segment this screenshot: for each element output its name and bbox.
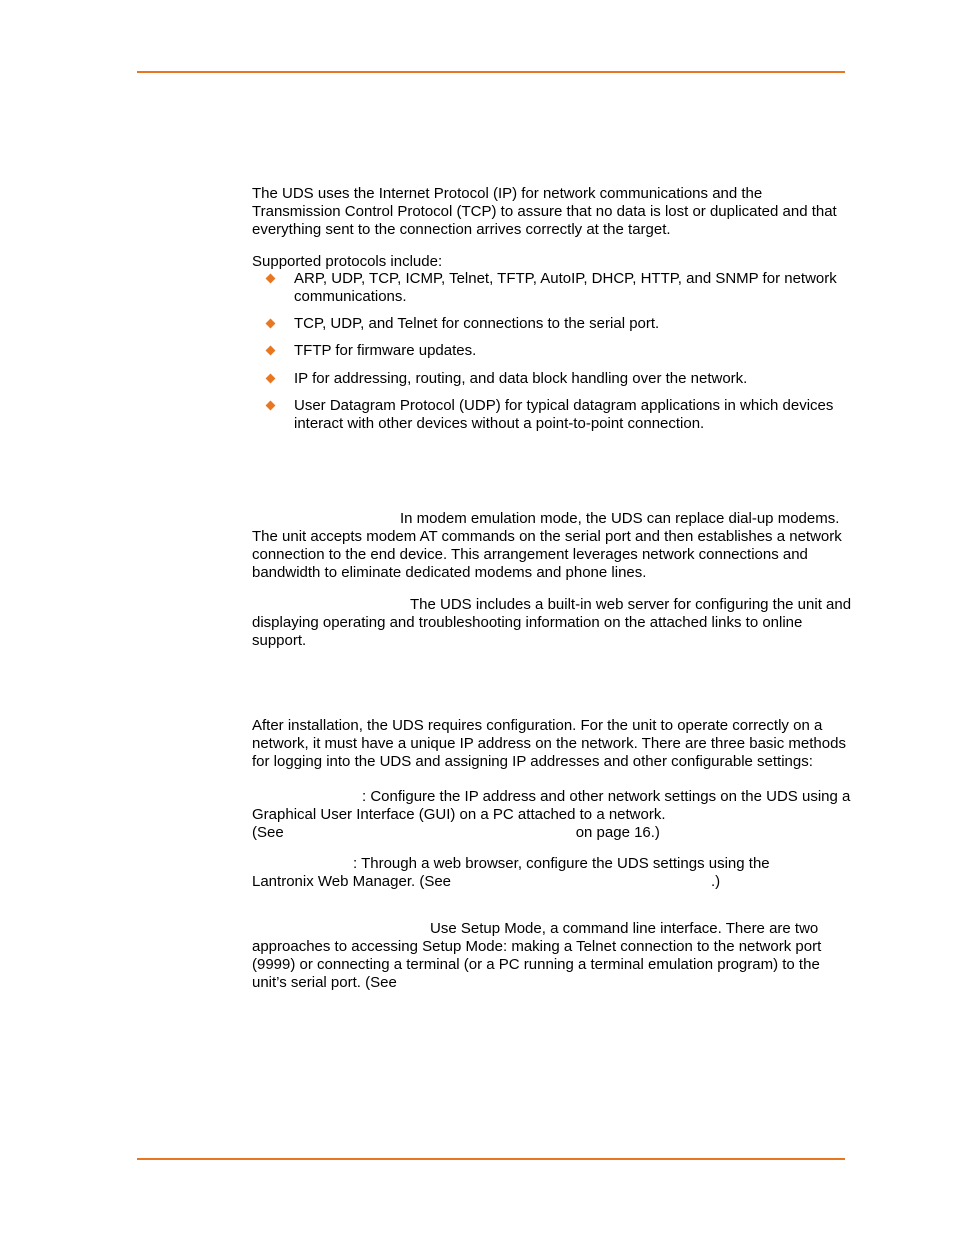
- footer-rule: [137, 1158, 845, 1160]
- diamond-bullet-icon: [266, 374, 276, 384]
- config-method-2: [252, 855, 852, 891]
- header-rule: [137, 71, 845, 73]
- config-method-1: [252, 788, 852, 842]
- config-method-2-desc: : Through a web browser, configure the UDS settings using the: [353, 855, 770, 872]
- config-method-2-ref: Lantronix Web Manager. (See .): [252, 873, 721, 890]
- config-method-3: Use Setup Mode, a command line interface. There are two approaches to accessing Setup Mode: making a Telnet connection to the network port (9999) or connecting a terminal (or a PC running a terminal emulation program) to the unit’s serial port. (See: [252, 920, 822, 991]
- diamond-bullet-icon: [266, 401, 276, 411]
- config-method-1-ref: (See on page 16.): [252, 824, 660, 841]
- configuration-intro: After installation, the UDS requires configuration. For the unit to operate correctly on a network, it must have a unique IP address on the network. There are three basic methods for logging into the UDS and assigning IP addresses and other configurable settings:: [252, 717, 846, 770]
- intro-paragraph: The UDS uses the Internet Protocol (IP) for network communications and the Transmission Control Protocol (TCP) to assure that no data is lost or duplicated and that everything sent to the connection arrives correctly at the target.: [252, 185, 837, 238]
- config-method-1-desc: : Configure the IP address and other network settings on the UDS using a Graphical User Interface (GUI) on a PC attached to a network.: [252, 788, 851, 823]
- diamond-bullet-icon: [266, 346, 276, 356]
- diamond-bullet-icon: [266, 274, 276, 284]
- diamond-bullet-icon: [266, 319, 276, 329]
- web-server-paragraph: The UDS includes a built-in web server for configuring the unit and displaying operating and troubleshooting information on the attached links to online support.: [252, 596, 852, 649]
- modem-emulation-paragraph: In modem emulation mode, the UDS can replace dial-up modems. The unit accepts modem AT commands on the serial port and then establishes a network connection to the end device. This arrangement leverages network connections and bandwidth to eliminate dedicated modems and phone lines.: [252, 510, 842, 581]
- supported-protocols-label: Supported protocols include:: [252, 253, 443, 270]
